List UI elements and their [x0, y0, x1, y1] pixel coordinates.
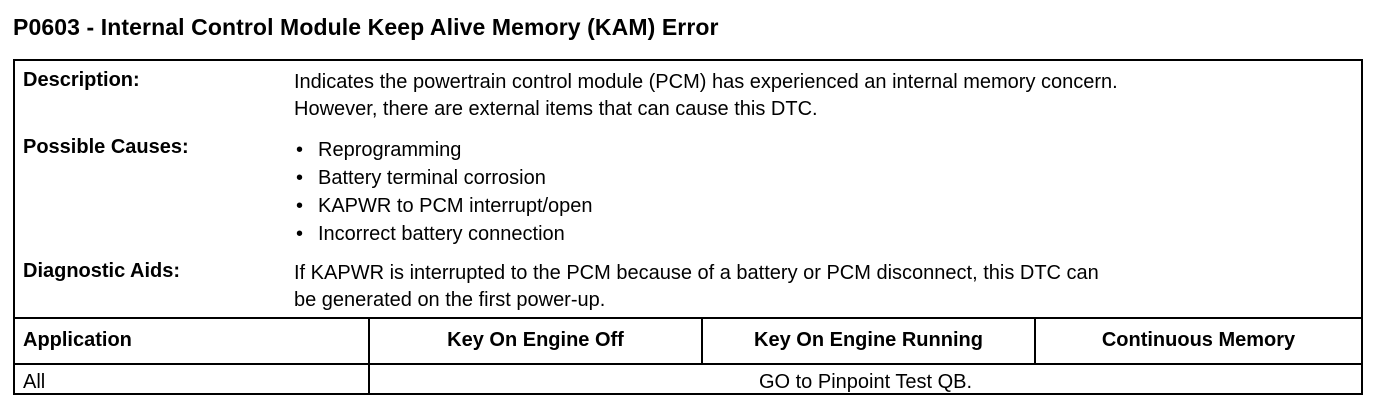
cause-item: • Incorrect battery connection — [294, 220, 593, 248]
table-header-continuous-memory: Continuous Memory — [1101, 329, 1296, 351]
possible-causes-label: Possible Causes: — [23, 136, 189, 158]
application-table — [15, 317, 1361, 395]
cause-item: • KAPWR to PCM interrupt/open — [294, 192, 593, 220]
table-header-koeo: Key On Engine Off — [447, 329, 624, 351]
description-label: Description: — [23, 69, 140, 91]
diagnostic-aids-line: be generated on the first power-up. — [294, 289, 606, 311]
diagnostic-aids-label: Diagnostic Aids: — [23, 260, 181, 282]
table-row-divider — [15, 363, 1361, 365]
dtc-info-box — [13, 59, 1363, 395]
description-line: Indicates the powertrain control module (PCM) has experienced an internal memory concern. — [294, 71, 1118, 93]
cause-item: • Reprogramming — [294, 136, 593, 164]
table-header-application: Application — [23, 329, 132, 351]
possible-causes-list — [294, 136, 593, 248]
diagnostic-aids-line: If KAPWR is interrupted to the PCM because of a battery or PCM disconnect, this DTC can — [294, 262, 1099, 284]
description-line: However, there are external items that can cause this DTC. — [294, 98, 818, 120]
table-cell-application: All — [23, 371, 46, 393]
diagnostic-aids-text — [294, 260, 1099, 314]
page-title: P0603 - Internal Control Module Keep Alive Memory (KAM) Error — [13, 14, 719, 40]
table-cell-action: GO to Pinpoint Test QB. — [758, 371, 973, 393]
table-header-koer: Key On Engine Running — [754, 329, 983, 351]
cause-item: • Battery terminal corrosion — [294, 164, 593, 192]
description-text — [294, 69, 1118, 123]
